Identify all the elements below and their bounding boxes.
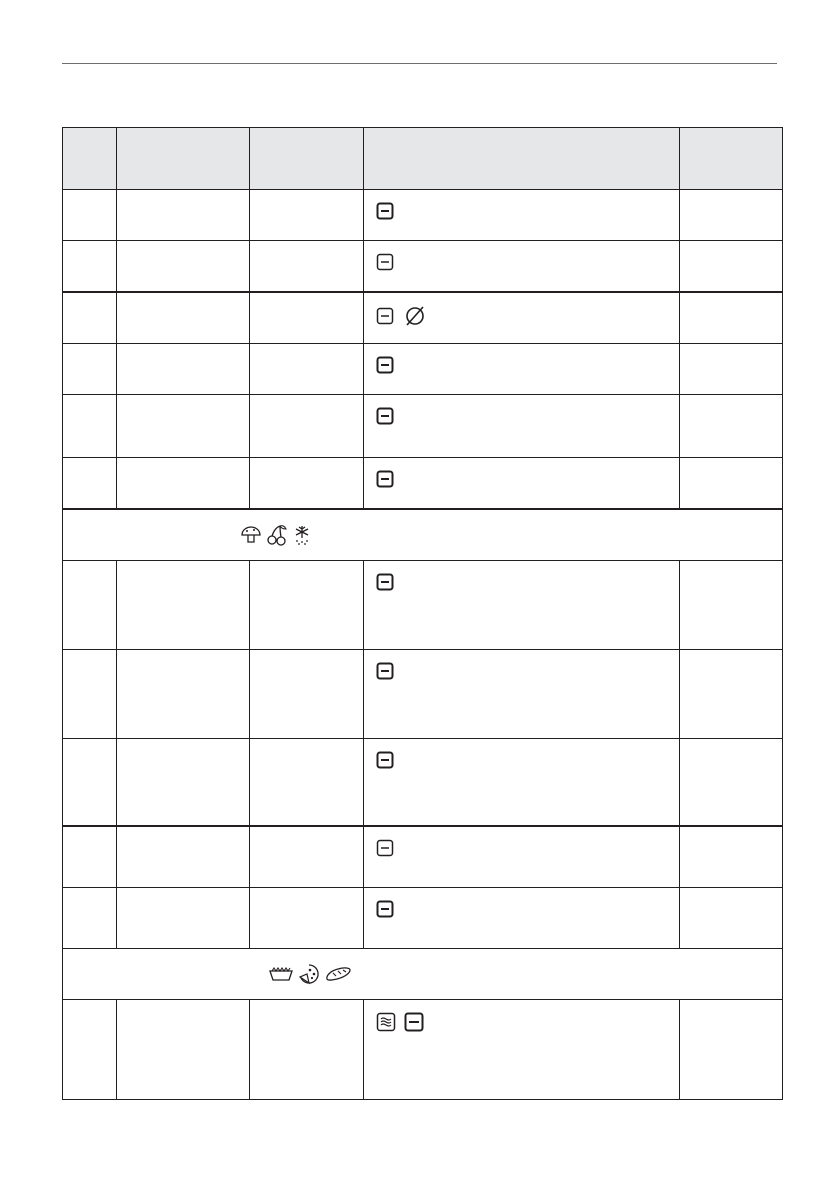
header-rule (62, 63, 777, 64)
heating-element-icon (376, 573, 394, 591)
heating-element-icon (376, 900, 394, 918)
table-row (63, 241, 783, 292)
baking-dish-icon (268, 965, 294, 983)
heating-element-icon (404, 1012, 424, 1032)
column-header (364, 128, 680, 190)
heating-element-icon (376, 307, 394, 325)
table-row (63, 649, 783, 738)
settings-table (62, 127, 782, 1100)
pizza-icon (298, 963, 320, 985)
table-row (63, 344, 783, 395)
section-row (63, 509, 783, 561)
mushroom-icon (240, 525, 262, 545)
cherries-icon (266, 524, 288, 546)
table-row (63, 190, 783, 241)
heating-element-icon (376, 253, 394, 271)
table-row (63, 826, 783, 887)
table-row (63, 395, 783, 458)
table-row (63, 292, 783, 344)
heating-element-icon (376, 407, 394, 425)
heating-element-icon (376, 839, 394, 857)
section-row (63, 948, 783, 999)
column-header (680, 128, 783, 190)
heating-element-icon (376, 662, 394, 680)
empty-set-icon (404, 305, 426, 327)
column-header (250, 128, 364, 190)
table-row (63, 738, 783, 826)
heating-element-icon (376, 751, 394, 769)
table-row (63, 999, 783, 1099)
snowflake-icon (292, 524, 312, 546)
heating-element-icon (376, 470, 394, 488)
column-header (117, 128, 250, 190)
table-row (63, 458, 783, 509)
table-row (63, 560, 783, 649)
heating-element-icon (376, 202, 394, 220)
table-header-row (63, 128, 783, 190)
baguette-icon (324, 965, 352, 983)
heating-element-icon (376, 356, 394, 374)
table-row (63, 887, 783, 948)
column-header (63, 128, 117, 190)
grill-icon (376, 1012, 396, 1032)
